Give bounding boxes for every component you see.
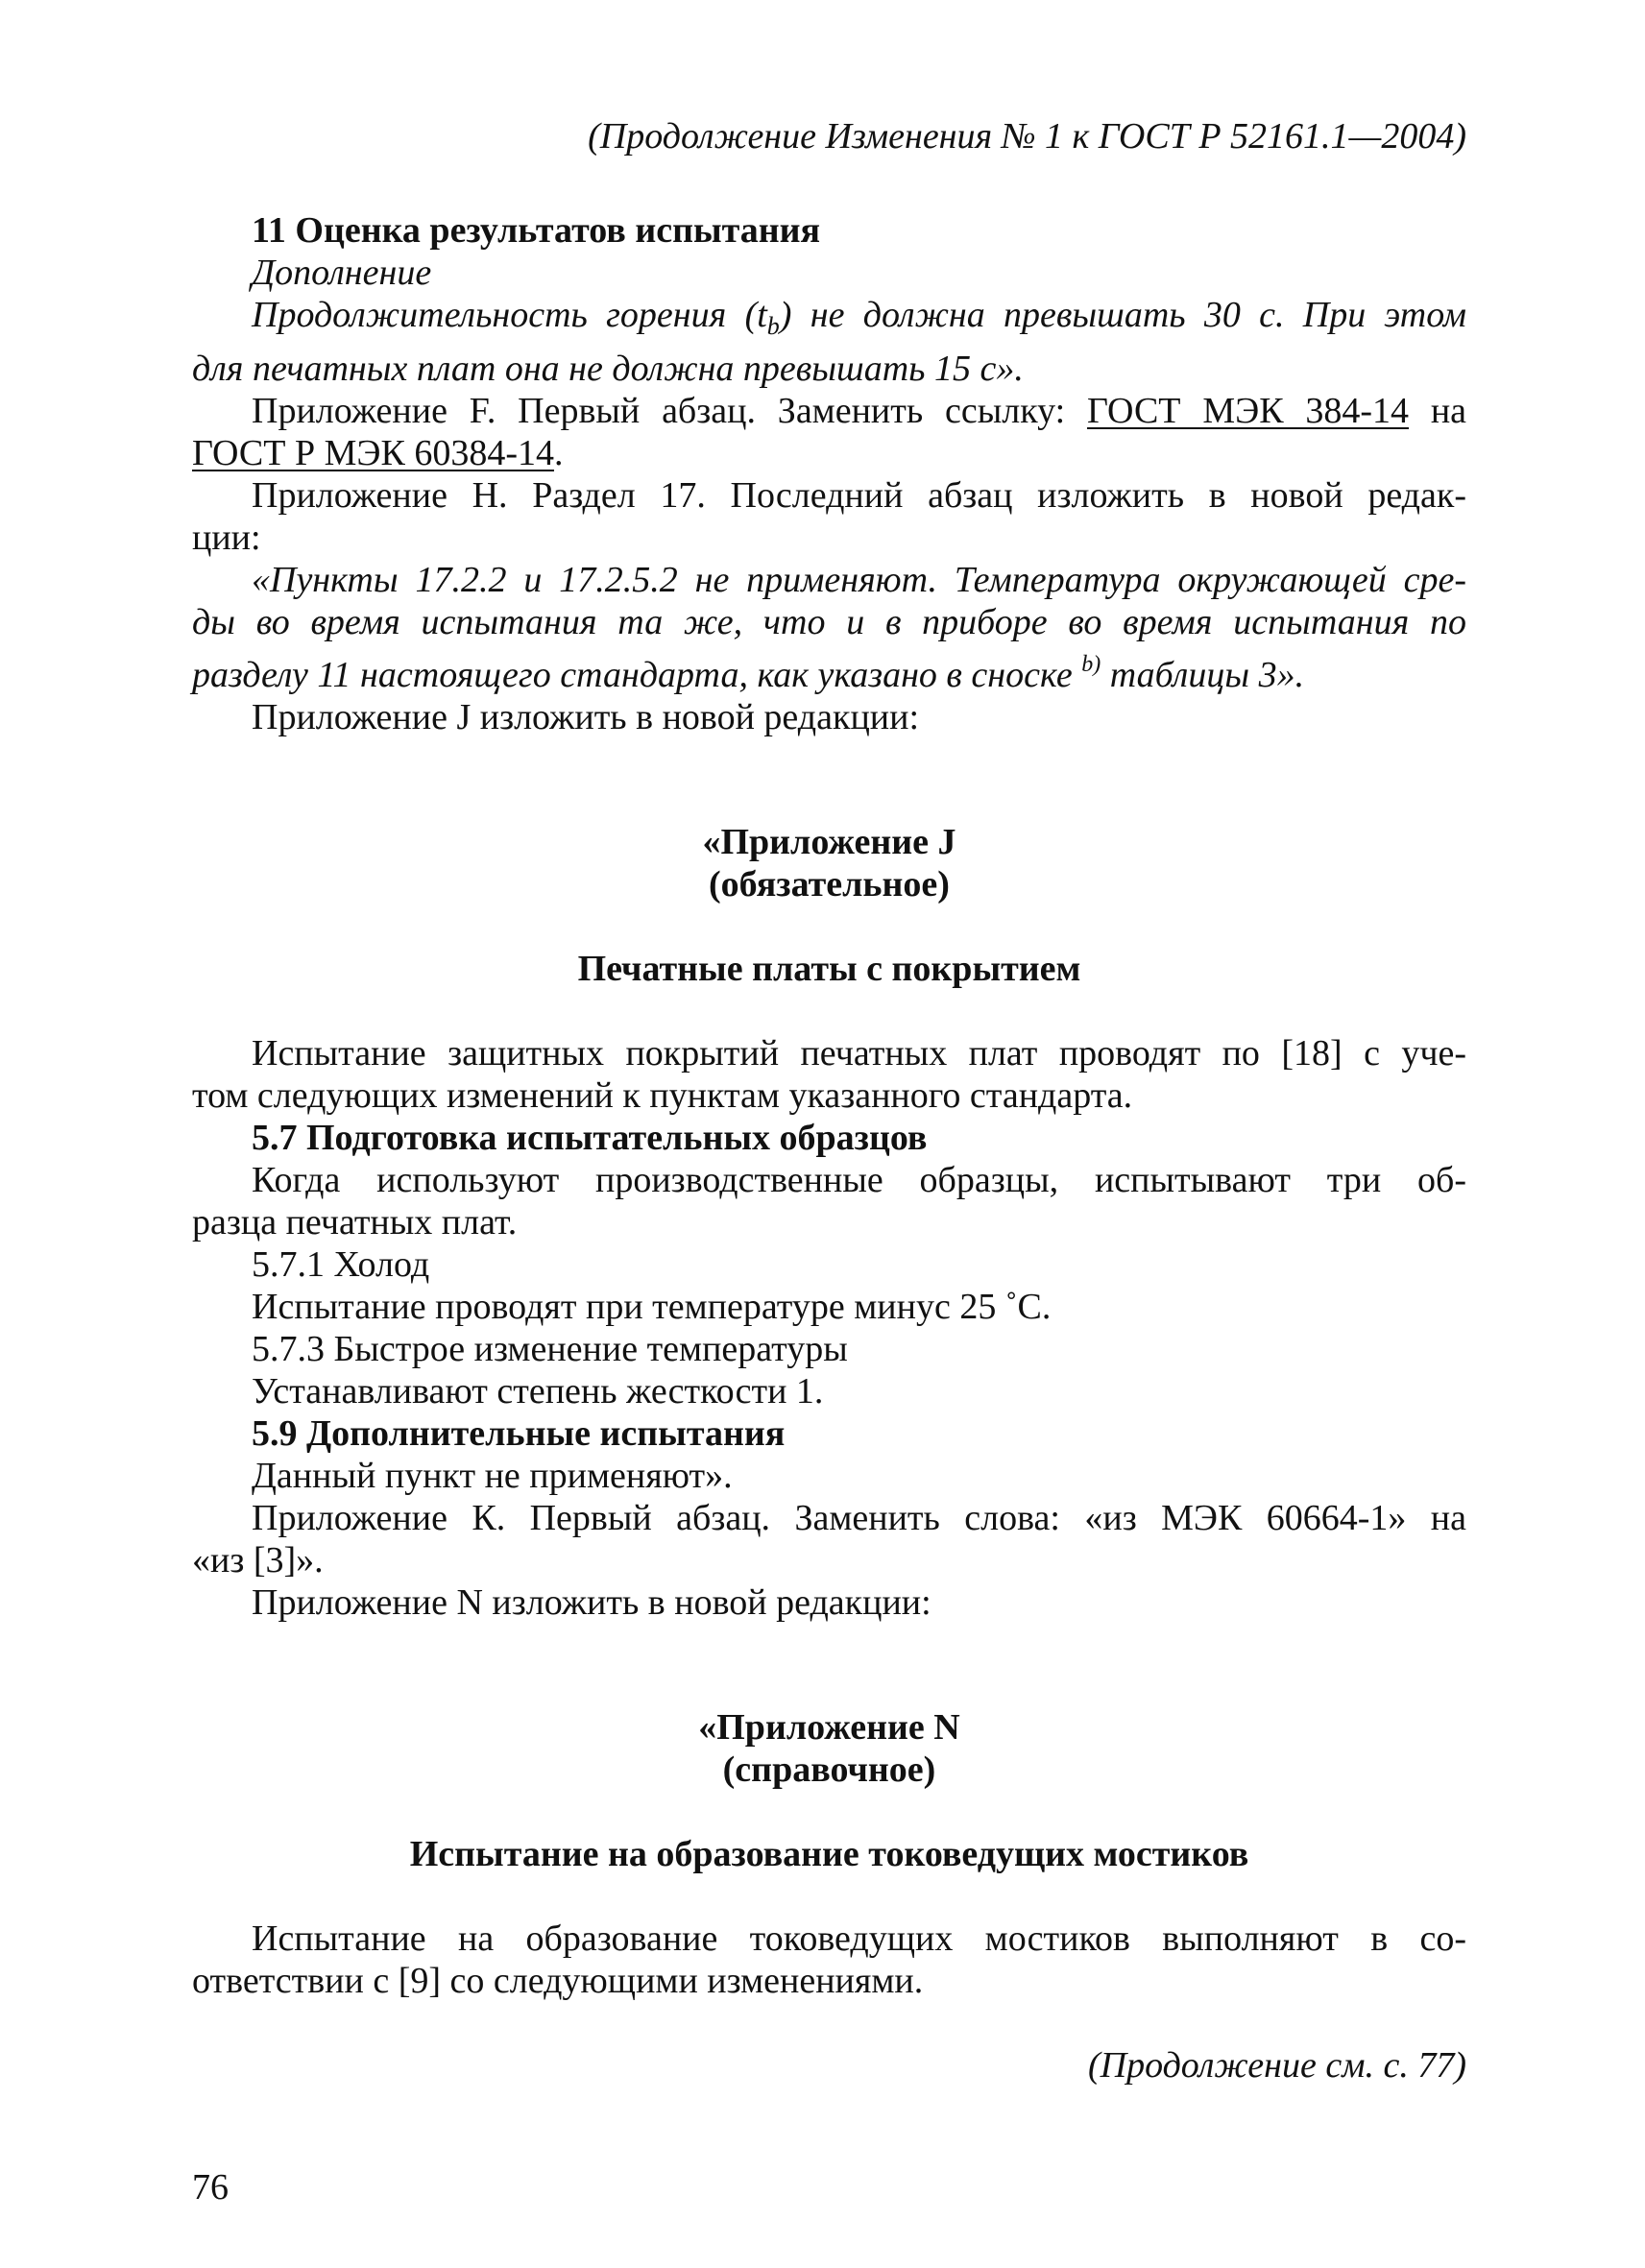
annex-j-status: (обязательное) bbox=[709, 864, 950, 905]
clause-5-9-title: 5.9 Дополнительные испытания bbox=[252, 1413, 786, 1454]
clause-5-7-line-2: разца печатных плат. bbox=[192, 1202, 518, 1243]
annex-h-quote-1: «Пункты 17.2.2 и 17.2.5.2 не применяют. Температура окружающей сре- bbox=[252, 560, 1466, 600]
continuation-header: (Продолжение Изменения № 1 к ГОСТ Р 52161.1—2004) bbox=[588, 116, 1466, 157]
annex-k-line-1: Приложение К. Первый абзац. Заменить слова: «из МЭК 60664-1» на bbox=[252, 1498, 1466, 1538]
annex-f-line-1: Приложение F. Первый абзац. Заменить ссылку: ГОСТ МЭК 384-14 на bbox=[252, 391, 1467, 431]
clause-5-7-line-1: Когда используют производственные образцы, испытывают три об- bbox=[252, 1160, 1466, 1200]
annex-j-title: «Приложение J bbox=[702, 822, 956, 862]
annex-j-intro: Приложение J изложить в новой редакции: bbox=[252, 697, 920, 737]
annex-j-heading: Печатные платы с покрытием bbox=[577, 949, 1081, 989]
gost-iec-384-14-ref[interactable]: ГОСТ МЭК 384-14 bbox=[1087, 391, 1409, 431]
annex-j-para-line-1: Испытание защитных покрытий печатных плат проводят по [18] с уче- bbox=[252, 1033, 1466, 1074]
annex-k-line-2: «из [3]». bbox=[192, 1540, 324, 1580]
annex-h-quote-3: разделу 11 настоящего стандарта, как указано в сноске $^{b)}$ таблицы 3». bbox=[192, 652, 1305, 695]
clause-5-7-title: 5.7 Подготовка испытательных образцов bbox=[252, 1118, 928, 1158]
annex-n-status: (справочное) bbox=[722, 1749, 936, 1790]
annex-n-para-line-1: Испытание на образование токоведущих мостиков выполняют в со- bbox=[252, 1918, 1466, 1959]
gost-r-iec-60384-14-ref[interactable]: ГОСТ Р МЭК 60384-14 bbox=[192, 433, 554, 473]
continuation-footer: (Продолжение см. с. 77) bbox=[1087, 2045, 1466, 2086]
clause-5-7-3-text: Устанавливают степень жесткости 1. bbox=[252, 1371, 824, 1411]
annex-n-title: «Приложение N bbox=[698, 1707, 960, 1748]
clause-5-7-1-title: 5.7.1 Холод bbox=[252, 1244, 430, 1285]
section-11-title: 11 Оценка результатов испытания bbox=[252, 210, 821, 251]
annex-f-line-2: ГОСТ Р МЭК 60384-14. bbox=[192, 433, 564, 473]
annex-n-heading: Испытание на образование токоведущих мостиков bbox=[409, 1834, 1249, 1874]
addition-label: Дополнение bbox=[252, 253, 432, 293]
annex-j-para-line-2: том следующих изменений к пунктам указанного стандарта. bbox=[192, 1075, 1133, 1116]
annex-h-line-2: ции: bbox=[192, 518, 261, 558]
annex-h-line-1: Приложение Н. Раздел 17. Последний абзац изложить в новой редак- bbox=[252, 475, 1466, 516]
burning-duration-line-2: для печатных плат она не должна превышать 15 с». bbox=[192, 349, 1024, 389]
document-page bbox=[192, 115, 1466, 2208]
clause-5-7-1-text: Испытание проводят при температуре минус 25 ˚С. bbox=[252, 1287, 1052, 1327]
page-number: 76 bbox=[192, 2167, 229, 2208]
clause-5-9-text: Данный пункт не применяют». bbox=[252, 1456, 733, 1496]
annex-n-para-line-2: ответствии с [9] со следующими изменениями. bbox=[192, 1961, 924, 2001]
annex-n-intro: Приложение N изложить в новой редакции: bbox=[252, 1582, 931, 1623]
annex-h-quote-2: ды во время испытания та же, что и в приборе во время испытания по bbox=[192, 602, 1466, 642]
burning-duration-line-1: Продолжительность горения $(t_b)$ не должна превышать 30 с. При этом bbox=[252, 295, 1466, 340]
clause-5-7-3-title: 5.7.3 Быстрое изменение температуры bbox=[252, 1329, 848, 1369]
